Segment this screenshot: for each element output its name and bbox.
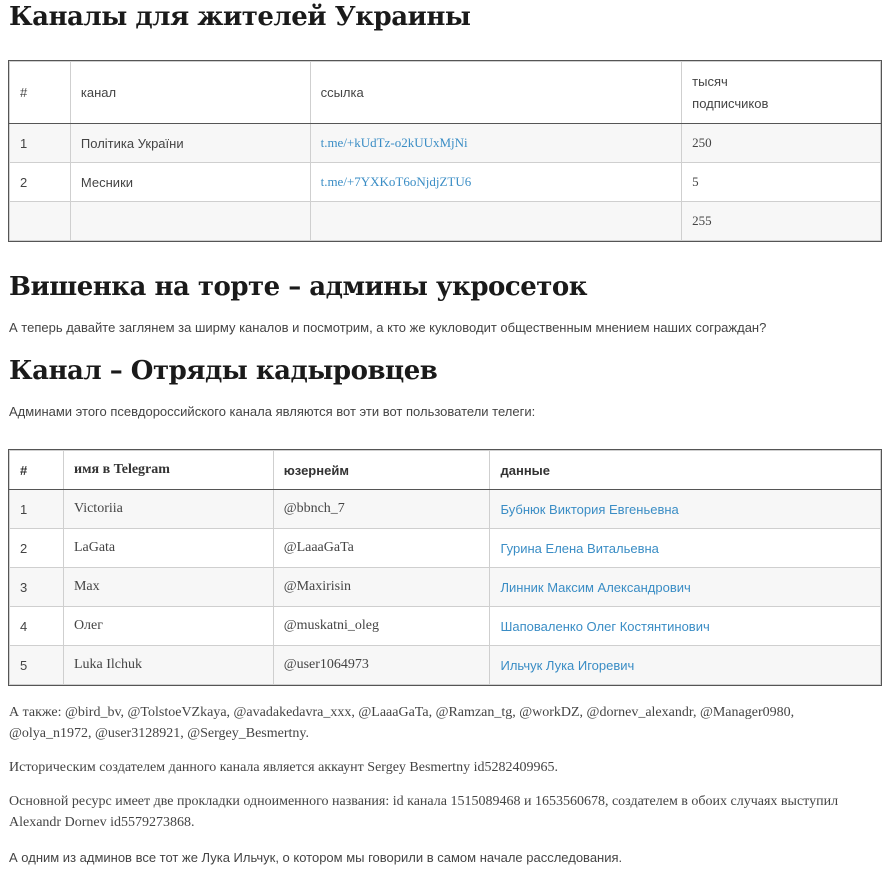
col-header-num: # — [10, 451, 64, 490]
row-telegram-name: Max — [63, 568, 273, 607]
channel-link[interactable]: t.me/+7YXKoT6oNjdjZTU6 — [320, 174, 472, 189]
admin-paragraph: А одним из админов все тот же Лука Ильчук, о котором мы говорили в самом начале расследования. — [9, 850, 623, 865]
row-channel-name: Месники — [70, 163, 310, 202]
row-num: 2 — [10, 163, 71, 202]
person-data-link[interactable]: Бубнюк Виктория Евгеньевна — [500, 501, 679, 517]
row-num: 1 — [10, 490, 64, 529]
col-header-subscribers: тысяч подписчиков — [682, 62, 881, 124]
person-data-link[interactable]: Шаповаленко Олег Костянтинович — [500, 618, 710, 634]
section-title-ukraine: Каналы для жителей Украины — [9, 2, 471, 32]
kadyrov-intro: Админами этого псевдороссийского канала являются вот эти вот пользователи телеги: — [9, 404, 536, 419]
col-header-channel: канал — [70, 62, 310, 124]
total-subscribers: 255 — [682, 202, 881, 241]
table-row — [10, 529, 881, 568]
row-channel-name: Політика України — [70, 124, 310, 163]
table-row — [10, 607, 881, 646]
table-header-row — [10, 62, 881, 124]
row-username: @bbnch_7 — [273, 490, 490, 529]
table-row — [10, 163, 881, 202]
person-data-link[interactable]: Ильчук Лука Игоревич — [500, 657, 635, 673]
table-row — [10, 646, 881, 685]
row-username: @LaaaGaTa — [273, 529, 490, 568]
col-header-username: юзернейм — [273, 451, 490, 490]
table-row — [10, 568, 881, 607]
row-telegram-name: Victoriia — [63, 490, 273, 529]
row-username: @user1064973 — [273, 646, 490, 685]
col-header-num: # — [10, 62, 71, 124]
row-num: 5 — [10, 646, 64, 685]
table-header-row — [10, 451, 881, 490]
table-row — [10, 490, 881, 529]
row-num: 2 — [10, 529, 64, 568]
admins-table — [9, 450, 881, 685]
person-data-link[interactable]: Линник Максим Александрович — [500, 579, 691, 595]
row-subscribers: 250 — [682, 124, 881, 163]
also-admins-paragraph: А также: @bird_bv, @TolstoeVZkaya, @avadakedavra_xxx, @LaaaGaTa, @Ramzan_tg, @workDZ, @dornev_alexandr, @Manager0980, @olya_n1972, @user3128921, @Sergey_Besmertny. — [9, 705, 795, 741]
row-username: @Maxirisin — [273, 568, 490, 607]
person-data-link[interactable]: Гурина Елена Витальевна — [500, 540, 659, 556]
row-num: 3 — [10, 568, 64, 607]
row-num: 1 — [10, 124, 71, 163]
row-subscribers: 5 — [682, 163, 881, 202]
section-title-kadyrov-channel: Канал – Отряды кадыровцев — [9, 356, 438, 386]
row-telegram-name: Олег — [63, 607, 273, 646]
section-title-admins: Вишенка на торте – админы укросеток — [9, 272, 587, 302]
creator-paragraph: Историческим создателем данного канала является аккаунт Sergey Besmertny id5282409965. — [9, 760, 558, 775]
table-total-row — [10, 202, 881, 241]
row-telegram-name: LaGata — [63, 529, 273, 568]
col-header-link: ссылка — [310, 62, 682, 124]
row-num: 4 — [10, 607, 64, 646]
row-username: @muskatni_oleg — [273, 607, 490, 646]
resource-paragraph: Основной ресурс имеет две прокладки одноименного названия: id канала 1515089468 и 1653560678, создателем в обоих случаях выступил Alexandr Dornev id5579273868. — [9, 794, 839, 830]
channel-link[interactable]: t.me/+kUdTz-o2kUUxMjNi — [320, 135, 468, 150]
col-header-telegram-name: имя в Telegram — [63, 451, 273, 490]
row-telegram-name: Luka Ilchuk — [63, 646, 273, 685]
channels-table — [9, 61, 881, 241]
admins-intro: А теперь давайте заглянем за ширму каналов и посмотрим, а кто же кукловодит общественным мнением наших сограждан? — [9, 320, 767, 335]
col-header-data: данные — [490, 451, 881, 490]
table-row — [10, 124, 881, 163]
